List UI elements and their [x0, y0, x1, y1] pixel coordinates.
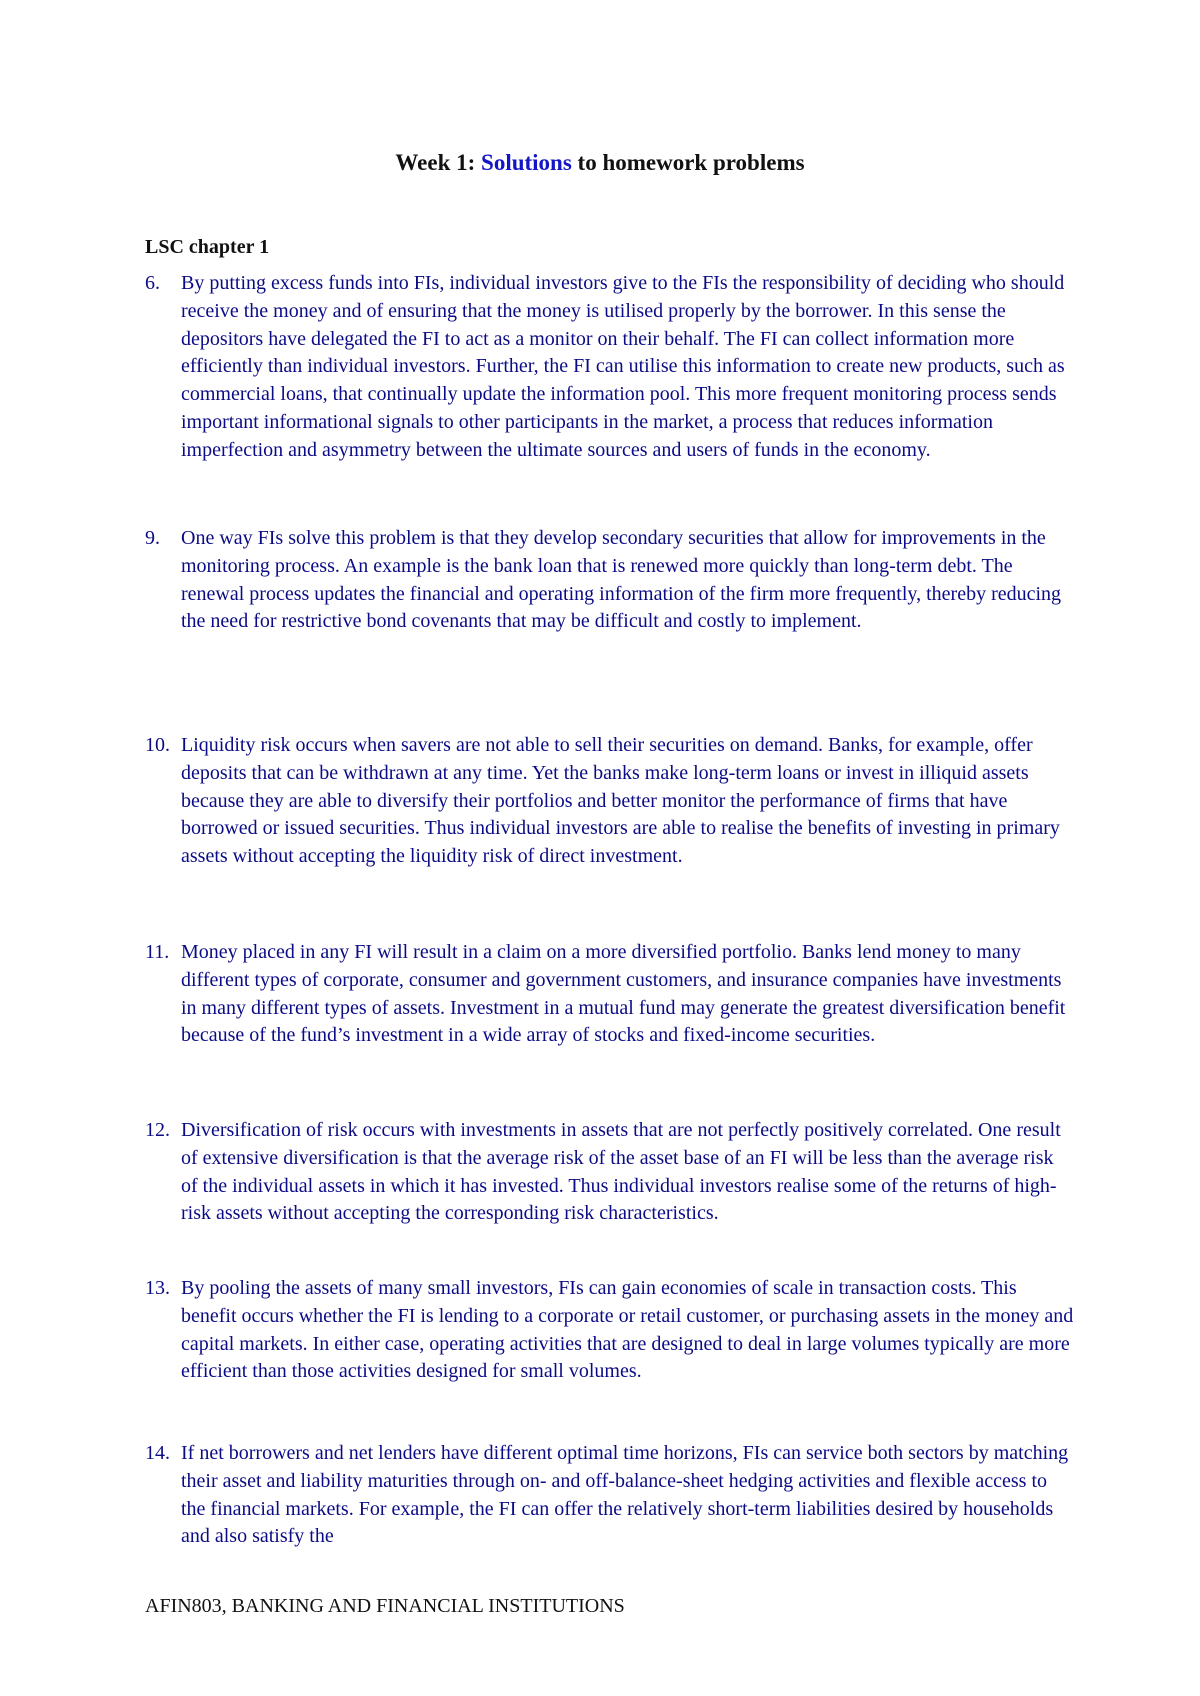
title-highlight: Solutions: [481, 150, 572, 175]
answer-text: Liquidity risk occurs when savers are not able to sell their securities on demand. Banks, for example, offer deposits that can be withdrawn at any time. Yet the banks make long-term loans or invest in illiquid assets because they are able to diversify their portfolios and better monitor the performance of firms that have borrowed or issued securities. Thus individual investors are able to realise the benefits of investing in primary assets without accepting the liquidity risk of direct investment.: [181, 734, 1060, 868]
answer-text: Money placed in any FI will result in a claim on a more diversified portfolio. Banks lend money to many different types of corporate, consumer and government customers, and insurance companies have investments in many different types of assets. Investment in a mutual fund may generate the greatest diversification benefit because of the fund’s investment in a wide array of stocks and fixed-income securities.: [181, 941, 1066, 1047]
page-footer: AFIN803, BANKING AND FINANCIAL INSTITUTIONS: [145, 1595, 625, 1617]
answer-item: [145, 525, 1075, 636]
answer-number: 12.: [145, 1119, 170, 1141]
answer-item: [145, 939, 1075, 1050]
answer-text: Diversification of risk occurs with investments in assets that are not perfectly positively correlated. One result of extensive diversification is that the average risk of the asset base of an FI will be less than the average risk of the individual assets in which it has invested. Thus individual investors realise some of the returns of high-risk assets without accepting the corresponding risk characteristics.: [181, 1119, 1061, 1225]
answer-number: 9.: [145, 527, 160, 549]
answer-text: By pooling the assets of many small investors, FIs can gain economies of scale in transaction costs. This benefit occurs whether the FI is lending to a corporate or retail customer, or purchasing assets in the money and capital markets. In either case, operating activities that are designed to deal in large volumes typically are more efficient than those activities designed for small volumes.: [181, 1277, 1074, 1383]
answer-item: [145, 1117, 1075, 1228]
page-title: [0, 148, 1200, 178]
answer-item: [145, 1440, 1075, 1551]
section-heading: LSC chapter 1: [145, 236, 270, 258]
answer-number: 6.: [145, 272, 160, 294]
answer-item: [145, 1275, 1075, 1386]
answer-text: By putting excess funds into FIs, individual investors give to the FIs the responsibility of deciding who should receive the money and of ensuring that the money is utilised properly by the borrower. In this sense the depositors have delegated the FI to act as a monitor on their behalf. The FI can collect information more efficiently than individual investors. Further, the FI can utilise this information to create new products, such as commercial loans, that continually update the information pool. This more frequent monitoring process sends important informational signals to other participants in the market, a process that reduces information imperfection and asymmetry between the ultimate sources and users of funds in the economy.: [181, 272, 1065, 461]
answer-item: [145, 732, 1075, 871]
answer-number: 11.: [145, 941, 170, 963]
answer-number: 14.: [145, 1442, 170, 1464]
answer-text: One way FIs solve this problem is that they develop secondary securities that allow for improvements in the monitoring process. An example is the bank loan that is renewed more quickly than long-term debt. The renewal process updates the financial and operating information of the firm more frequently, thereby reducing the need for restrictive bond covenants that may be difficult and costly to implement.: [181, 527, 1062, 633]
answer-number: 13.: [145, 1277, 170, 1299]
answer-number: 10.: [145, 734, 170, 756]
title-suffix: to homework problems: [571, 150, 805, 175]
answer-text: If net borrowers and net lenders have different optimal time horizons, FIs can service both sectors by matching their asset and liability maturities through on- and off-balance-sheet hedging activities and flexible access to the financial markets. For example, the FI can offer the relatively short-term liabilities desired by households and also satisfy the: [181, 1442, 1069, 1548]
title-prefix: Week 1:: [395, 150, 482, 175]
answer-item: [145, 270, 1075, 465]
